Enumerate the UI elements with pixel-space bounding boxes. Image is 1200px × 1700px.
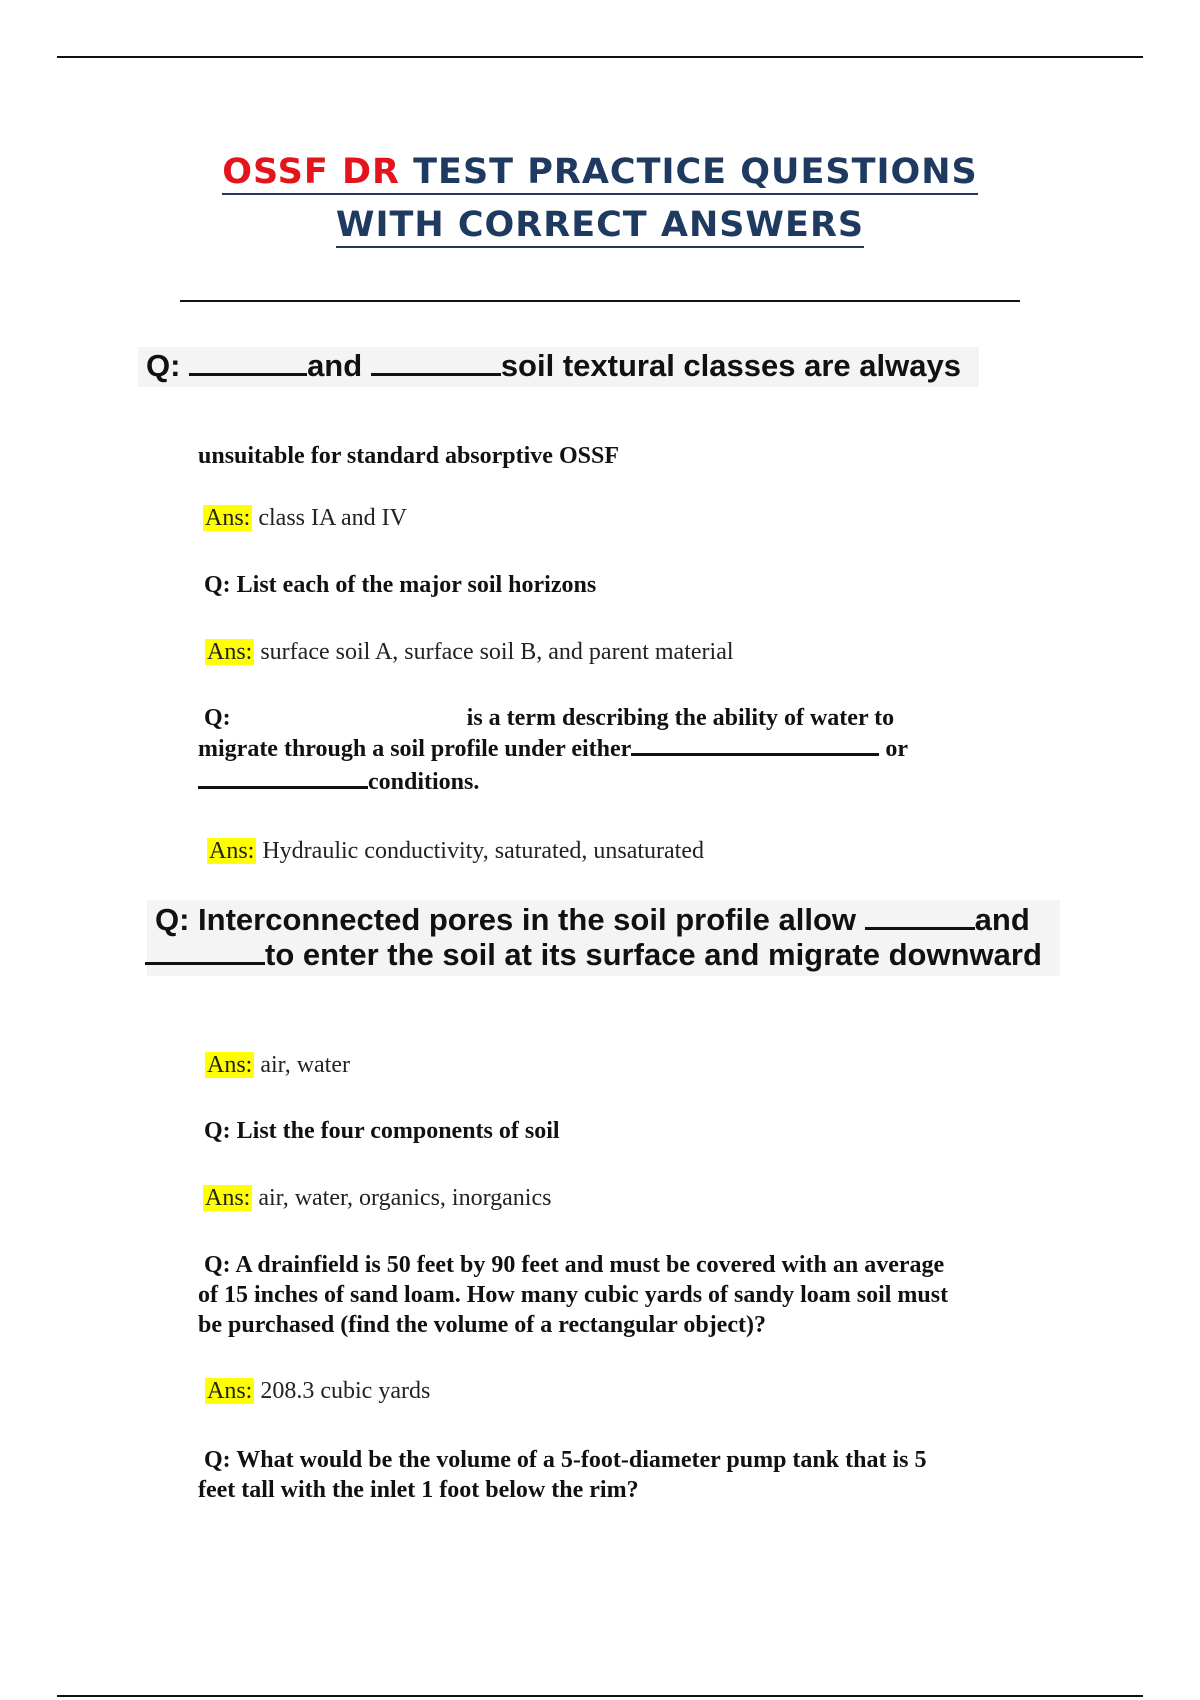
answer-1-text: class IA and IV: [258, 505, 407, 531]
question-2: Q: List each of the major soil horizons: [204, 572, 597, 598]
question-1-rest: soil textural classes are always: [500, 348, 961, 383]
question-3-line-1: [204, 703, 894, 733]
question-3-line-1-rest: is a term describing the ability of water to: [466, 705, 895, 731]
answer-label: Ans:: [205, 1185, 251, 1211]
answer-label: Ans:: [207, 639, 253, 665]
question-3-line-2-text: migrate through a soil profile under either: [198, 736, 632, 762]
blank-4a: [865, 926, 975, 930]
bottom-rule: [57, 1695, 1143, 1697]
question-6-line-3: be purchased (find the volume of a rectangular object)?: [198, 1312, 766, 1338]
blank-3a: [631, 752, 879, 756]
blank-3b: [198, 785, 368, 789]
answer-label: Ans:: [205, 505, 251, 531]
answer-label: Ans:: [207, 1052, 253, 1078]
answer-3-text: Hydraulic conductivity, saturated, unsaturated: [262, 838, 704, 864]
answer-5-text: air, water, organics, inorganics: [258, 1185, 552, 1211]
answer-6-text: 208.3 cubic yards: [260, 1378, 431, 1404]
answer-label: Ans:: [209, 838, 255, 864]
blank-1a: [189, 372, 307, 376]
question-7-line-2: feet tall with the inlet 1 foot below the rim?: [198, 1477, 639, 1503]
top-rule: [57, 56, 1143, 58]
question-1-and: and: [307, 348, 363, 383]
answer-6: [205, 1376, 430, 1406]
question-4-line-2: to enter the soil at its surface and migrate downward: [265, 937, 1042, 972]
question-4: [147, 900, 1060, 976]
question-3-line-3-text: conditions.: [368, 769, 480, 795]
question-3-or: or: [885, 736, 908, 762]
answer-3: [207, 836, 704, 866]
question-7-line-1: Q: What would be the volume of a 5-foot-diameter pump tank that is 5: [204, 1447, 927, 1473]
title-red-part: OSSF DR: [222, 152, 400, 192]
question-5: Q: List the four components of soil: [204, 1118, 560, 1144]
answer-5: [203, 1183, 551, 1213]
question-3-line-2: [198, 734, 908, 764]
question-6-line-2: of 15 inches of sand loam. How many cubic yards of sandy loam soil must: [198, 1282, 949, 1308]
answer-2: [205, 637, 734, 667]
question-3-line-3: [198, 767, 479, 797]
answer-label: Ans:: [207, 1378, 253, 1404]
question-3-prefix: Q:: [204, 705, 231, 731]
blank-4b: [145, 961, 265, 965]
answer-2-text: surface soil A, surface soil B, and parent material: [260, 639, 734, 665]
title-divider: [180, 300, 1020, 302]
question-1-prefix: Q:: [146, 348, 181, 383]
blank-1b: [371, 372, 501, 376]
question-6-line-1: Q: A drainfield is 50 feet by 90 feet and must be covered with an average: [204, 1252, 945, 1278]
question-4-and: and: [974, 902, 1030, 937]
question-1: [138, 347, 979, 387]
title-blue-part-2: WITH CORRECT ANSWERS: [336, 208, 864, 248]
answer-4-text: air, water: [260, 1052, 350, 1078]
answer-1: [203, 503, 407, 533]
page-title-line-2: [0, 205, 1200, 248]
title-blue-part-1: TEST PRACTICE QUESTIONS: [413, 152, 978, 192]
question-4-line-1: Q: Interconnected pores in the soil profile allow: [155, 902, 857, 937]
question-1-continuation: unsuitable for standard absorptive OSSF: [198, 443, 619, 469]
page-title-line-1: [0, 152, 1200, 195]
answer-4: [205, 1050, 350, 1080]
